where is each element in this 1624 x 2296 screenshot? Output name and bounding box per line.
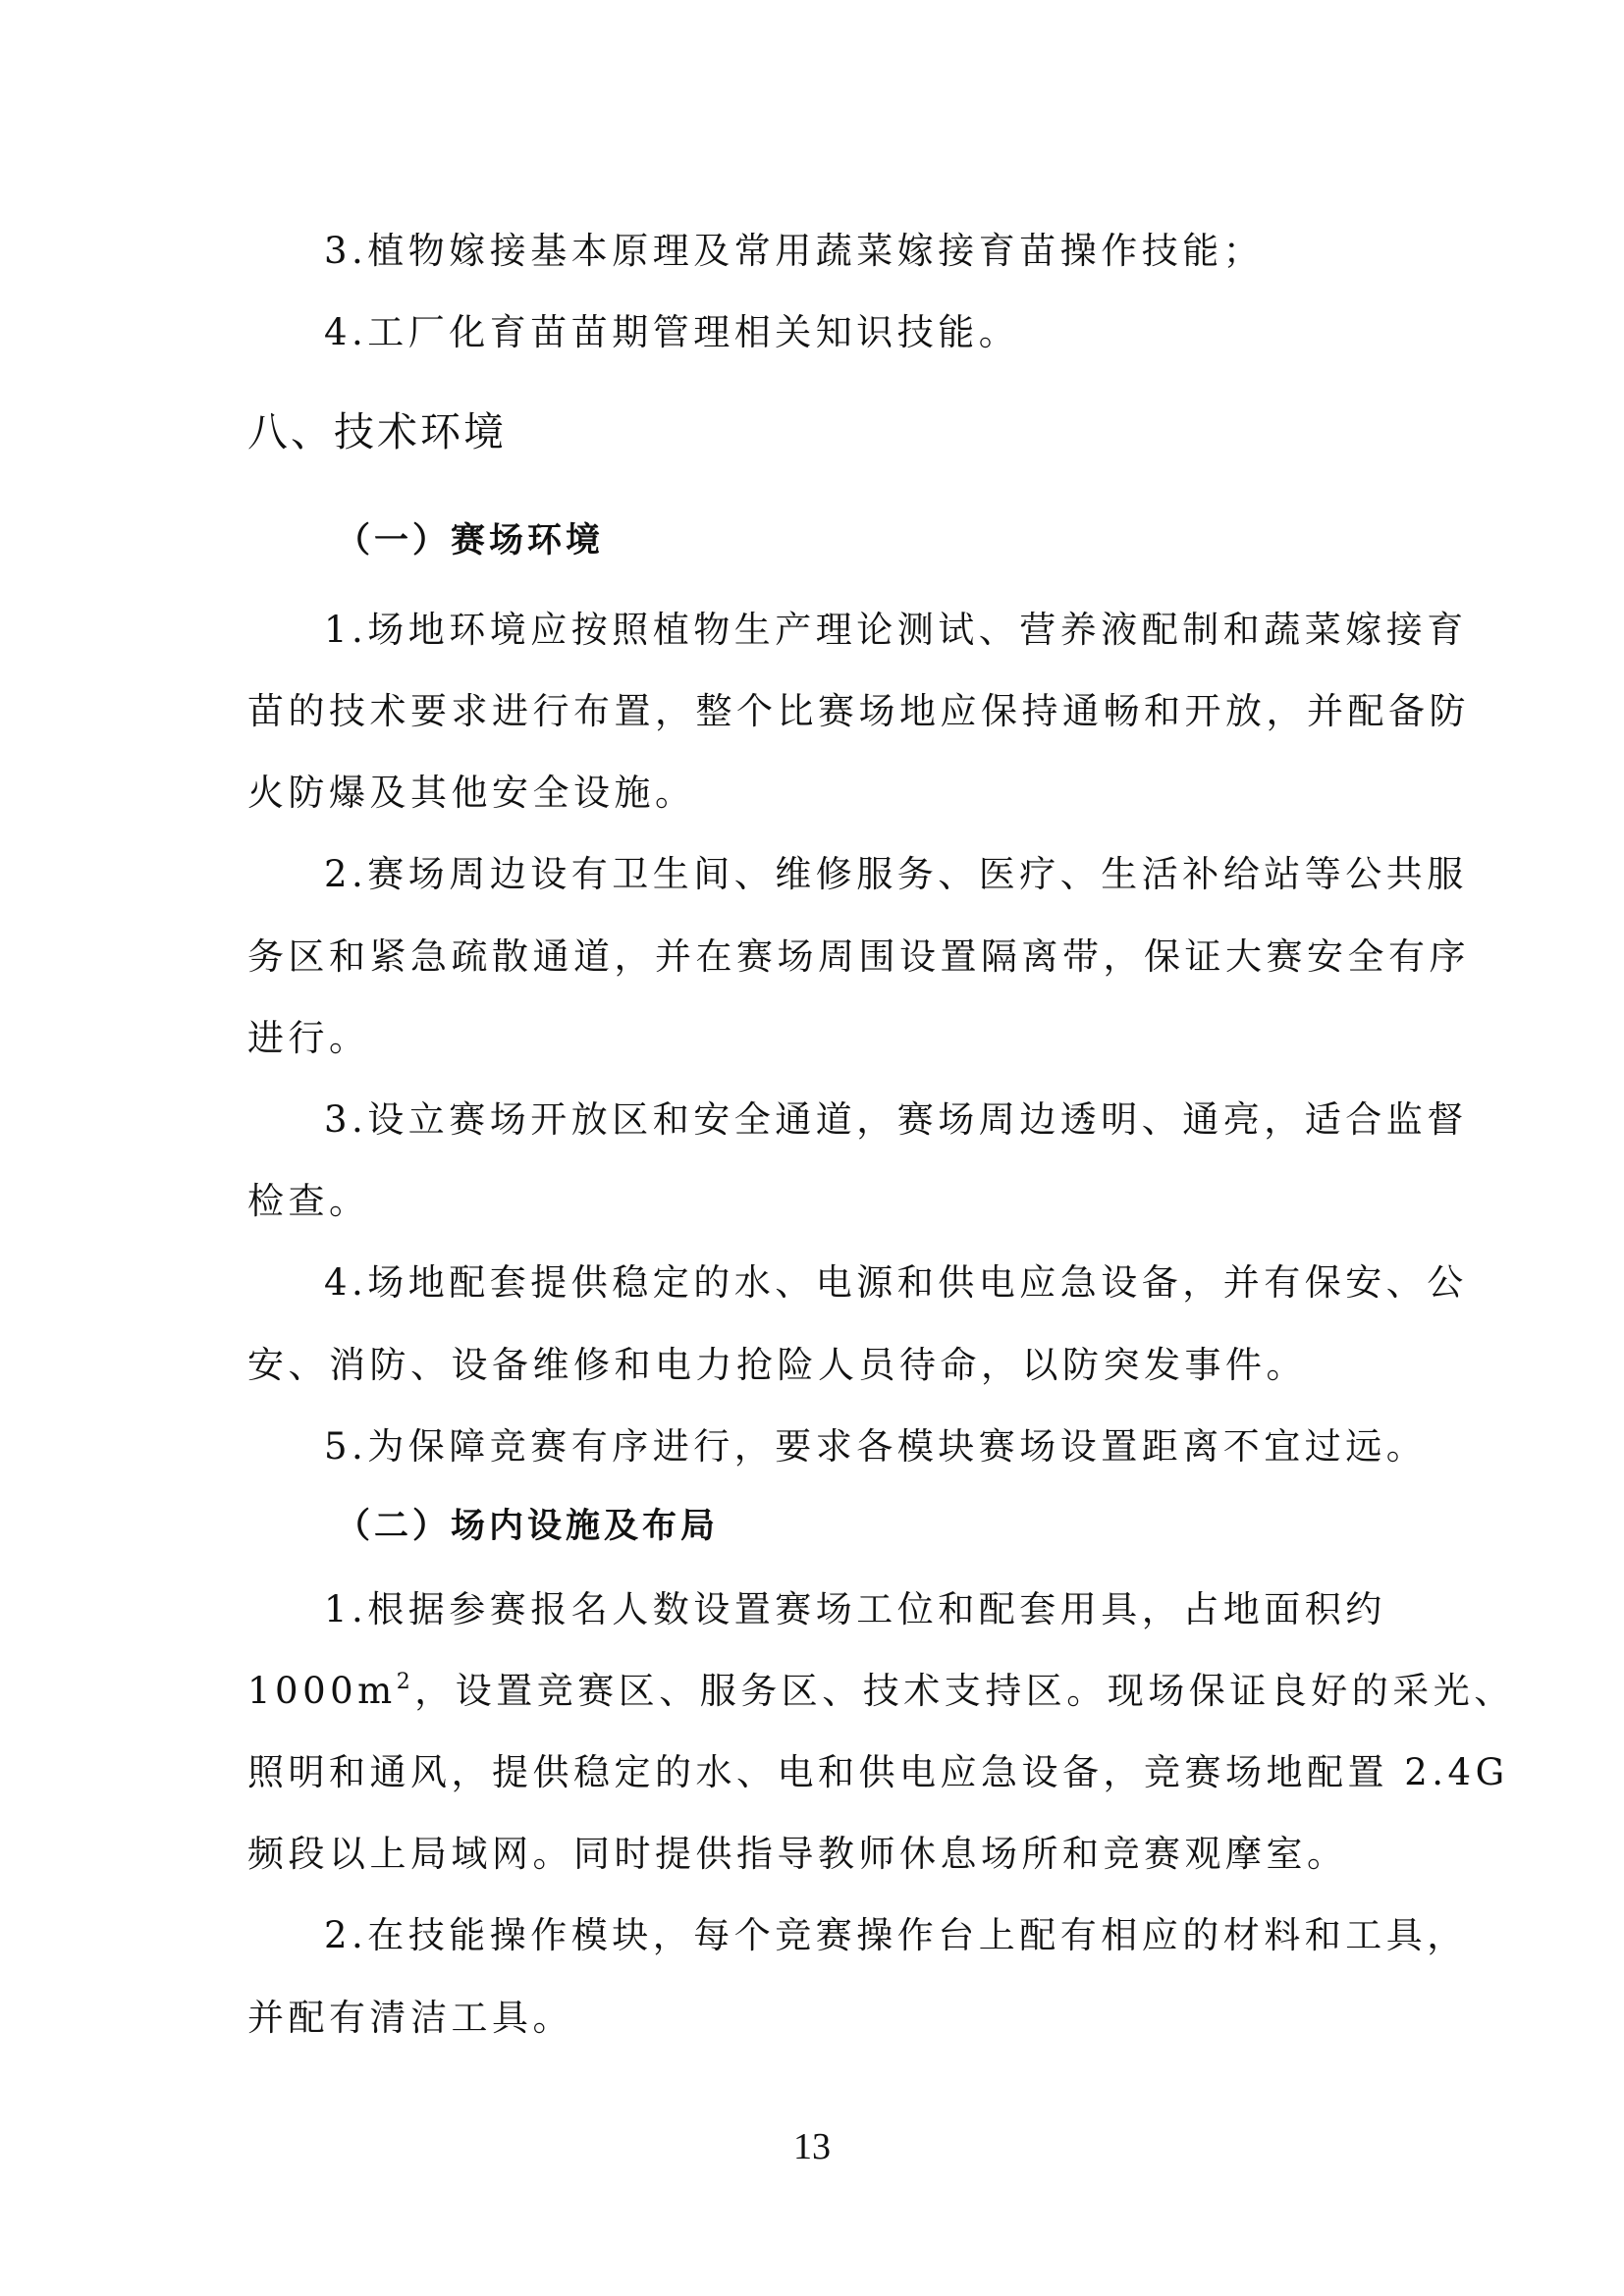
paragraph-line: 进行。 [247,1017,370,1059]
paragraph-line: 并配有清洁工具。 [247,1997,573,2039]
paragraph-line: 4.场地配套提供稳定的水、电源和供电应急设备，并有保安、公 [324,1261,1468,1304]
paragraph-line: 3.设立赛场开放区和安全通道，赛场周边透明、通亮，适合监督 [324,1098,1468,1141]
subsection-heading: （二）场内设施及布局 [336,1507,720,1546]
paragraph-line: 1.根据参赛报名人数设置赛场工位和配套用具，占地面积约 [324,1588,1386,1630]
superscript-exponent: 2 [396,1670,415,1694]
paragraph-line: 频段以上局域网。同时提供指导教师休息场所和竞赛观摩室。 [247,1833,1348,1875]
paragraph-line [247,1667,1515,1716]
subsection-heading: （一）赛场环境 [336,521,605,561]
area-value: 1000m [247,1670,397,1712]
paragraph-line: 2.赛场周边设有卫生间、维修服务、医疗、生活补给站等公共服 [324,853,1468,895]
list-item: 3.植物嫁接基本原理及常用蔬菜嫁接育苗操作技能； [324,230,1265,272]
paragraph-line: 5.为保障竞赛有序进行，要求各模块赛场设置距离不宜过远。 [324,1425,1428,1468]
paragraph-line: 火防爆及其他安全设施。 [247,772,696,814]
paragraph-line: 2.在技能操作模块，每个竞赛操作台上配有相应的材料和工具， [324,1914,1468,1956]
page-number: 13 [793,2126,831,2167]
list-item: 4.工厂化育苗苗期管理相关知识技能。 [324,311,1020,353]
paragraph-line: 苗的技术要求进行布置，整个比赛场地应保持通畅和开放，并配备防 [247,690,1470,732]
section-heading: 八、技术环境 [247,408,507,455]
paragraph-line: 安、消防、设备维修和电力抢险人员待命，以防突发事件。 [247,1344,1307,1386]
paragraph-line: 照明和通风，提供稳定的水、电和供电应急设备，竞赛场地配置 2.4G [247,1751,1509,1793]
paragraph-text: ，设置竞赛区、服务区、技术支持区。现场保证良好的采光、 [414,1670,1515,1712]
paragraph-line: 务区和紧急疏散通道，并在赛场周围设置隔离带，保证大赛安全有序 [247,935,1470,978]
paragraph-line: 1.场地环境应按照植物生产理论测试、营养液配制和蔬菜嫁接育 [324,609,1468,651]
paragraph-line: 检查。 [247,1180,370,1222]
